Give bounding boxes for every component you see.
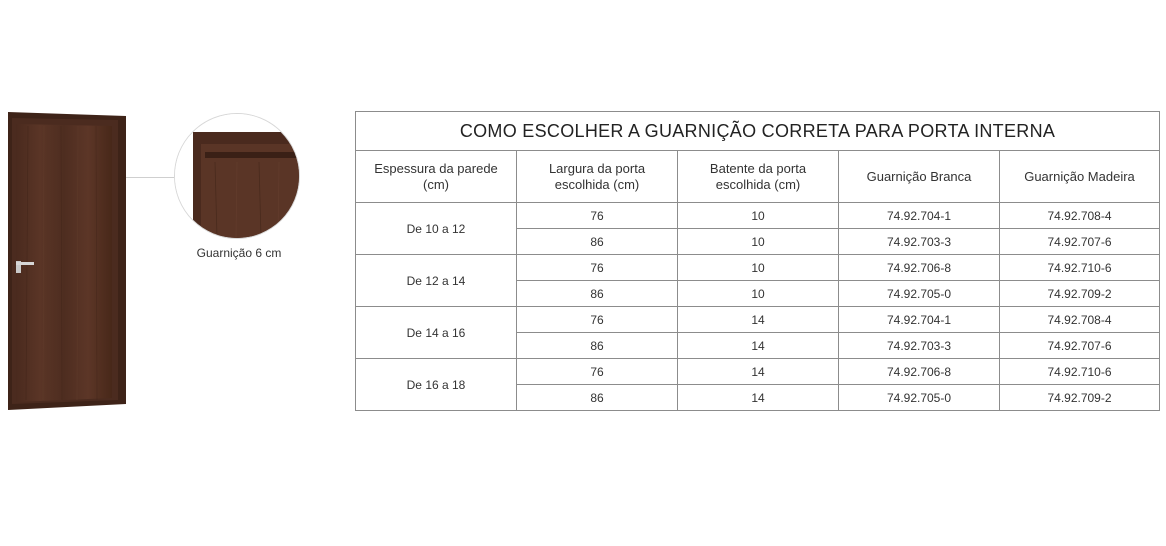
- wood-code-cell: 74.92.708-4: [1000, 307, 1160, 333]
- white-code-cell: 74.92.704-1: [839, 203, 1000, 229]
- width-cell: 86: [517, 385, 678, 411]
- wood-code-cell: 74.92.707-6: [1000, 229, 1160, 255]
- white-code-cell: 74.92.704-1: [839, 307, 1000, 333]
- white-code-cell: 74.92.706-8: [839, 359, 1000, 385]
- white-code-cell: 74.92.706-8: [839, 255, 1000, 281]
- wood-code-cell: 74.92.708-4: [1000, 203, 1160, 229]
- width-cell: 86: [517, 281, 678, 307]
- table-row: [356, 359, 1160, 385]
- wood-code-cell: 74.92.709-2: [1000, 385, 1160, 411]
- wood-code-cell: 74.92.710-6: [1000, 359, 1160, 385]
- wood-code-cell: 74.92.707-6: [1000, 333, 1160, 359]
- width-cell: 86: [517, 333, 678, 359]
- width-cell: 76: [517, 203, 678, 229]
- header-door-width: Largura da porta escolhida (cm): [517, 151, 678, 203]
- jamb-cell: 10: [678, 255, 839, 281]
- jamb-cell: 14: [678, 333, 839, 359]
- table-row: [356, 307, 1160, 333]
- table-title: COMO ESCOLHER A GUARNIÇÃO CORRETA PARA PORTA INTERNA: [356, 112, 1160, 151]
- trim-selection-table: [355, 111, 1160, 411]
- header-wood-trim: Guarnição Madeira: [1000, 151, 1160, 203]
- jamb-cell: 10: [678, 229, 839, 255]
- wood-code-cell: 74.92.709-2: [1000, 281, 1160, 307]
- header-door-jamb: Batente da porta escolhida (cm): [678, 151, 839, 203]
- jamb-cell: 10: [678, 203, 839, 229]
- jamb-cell: 14: [678, 385, 839, 411]
- wall-range-cell: De 10 a 12: [356, 203, 517, 255]
- white-code-cell: 74.92.703-3: [839, 333, 1000, 359]
- trim-detail-illustration: [175, 114, 299, 238]
- wood-code-cell: 74.92.710-6: [1000, 255, 1160, 281]
- wall-range-cell: De 12 a 14: [356, 255, 517, 307]
- white-code-cell: 74.92.703-3: [839, 229, 1000, 255]
- header-wall-thickness: Espessura da parede (cm): [356, 151, 517, 203]
- door-illustration: [6, 112, 126, 410]
- wall-range-cell: De 14 a 16: [356, 307, 517, 359]
- connector-line: [126, 177, 174, 178]
- door-image: [6, 112, 126, 410]
- white-code-cell: 74.92.705-0: [839, 281, 1000, 307]
- width-cell: 86: [517, 229, 678, 255]
- trim-caption: Guarnição 6 cm: [196, 246, 282, 260]
- table-row: [356, 255, 1160, 281]
- width-cell: 76: [517, 307, 678, 333]
- jamb-cell: 14: [678, 307, 839, 333]
- table-header-row: [356, 151, 1160, 203]
- trim-detail-image: [174, 113, 300, 239]
- jamb-cell: 10: [678, 281, 839, 307]
- white-code-cell: 74.92.705-0: [839, 385, 1000, 411]
- header-white-trim: Guarnição Branca: [839, 151, 1000, 203]
- jamb-cell: 14: [678, 359, 839, 385]
- width-cell: 76: [517, 255, 678, 281]
- width-cell: 76: [517, 359, 678, 385]
- wall-range-cell: De 16 a 18: [356, 359, 517, 411]
- table-row: [356, 203, 1160, 229]
